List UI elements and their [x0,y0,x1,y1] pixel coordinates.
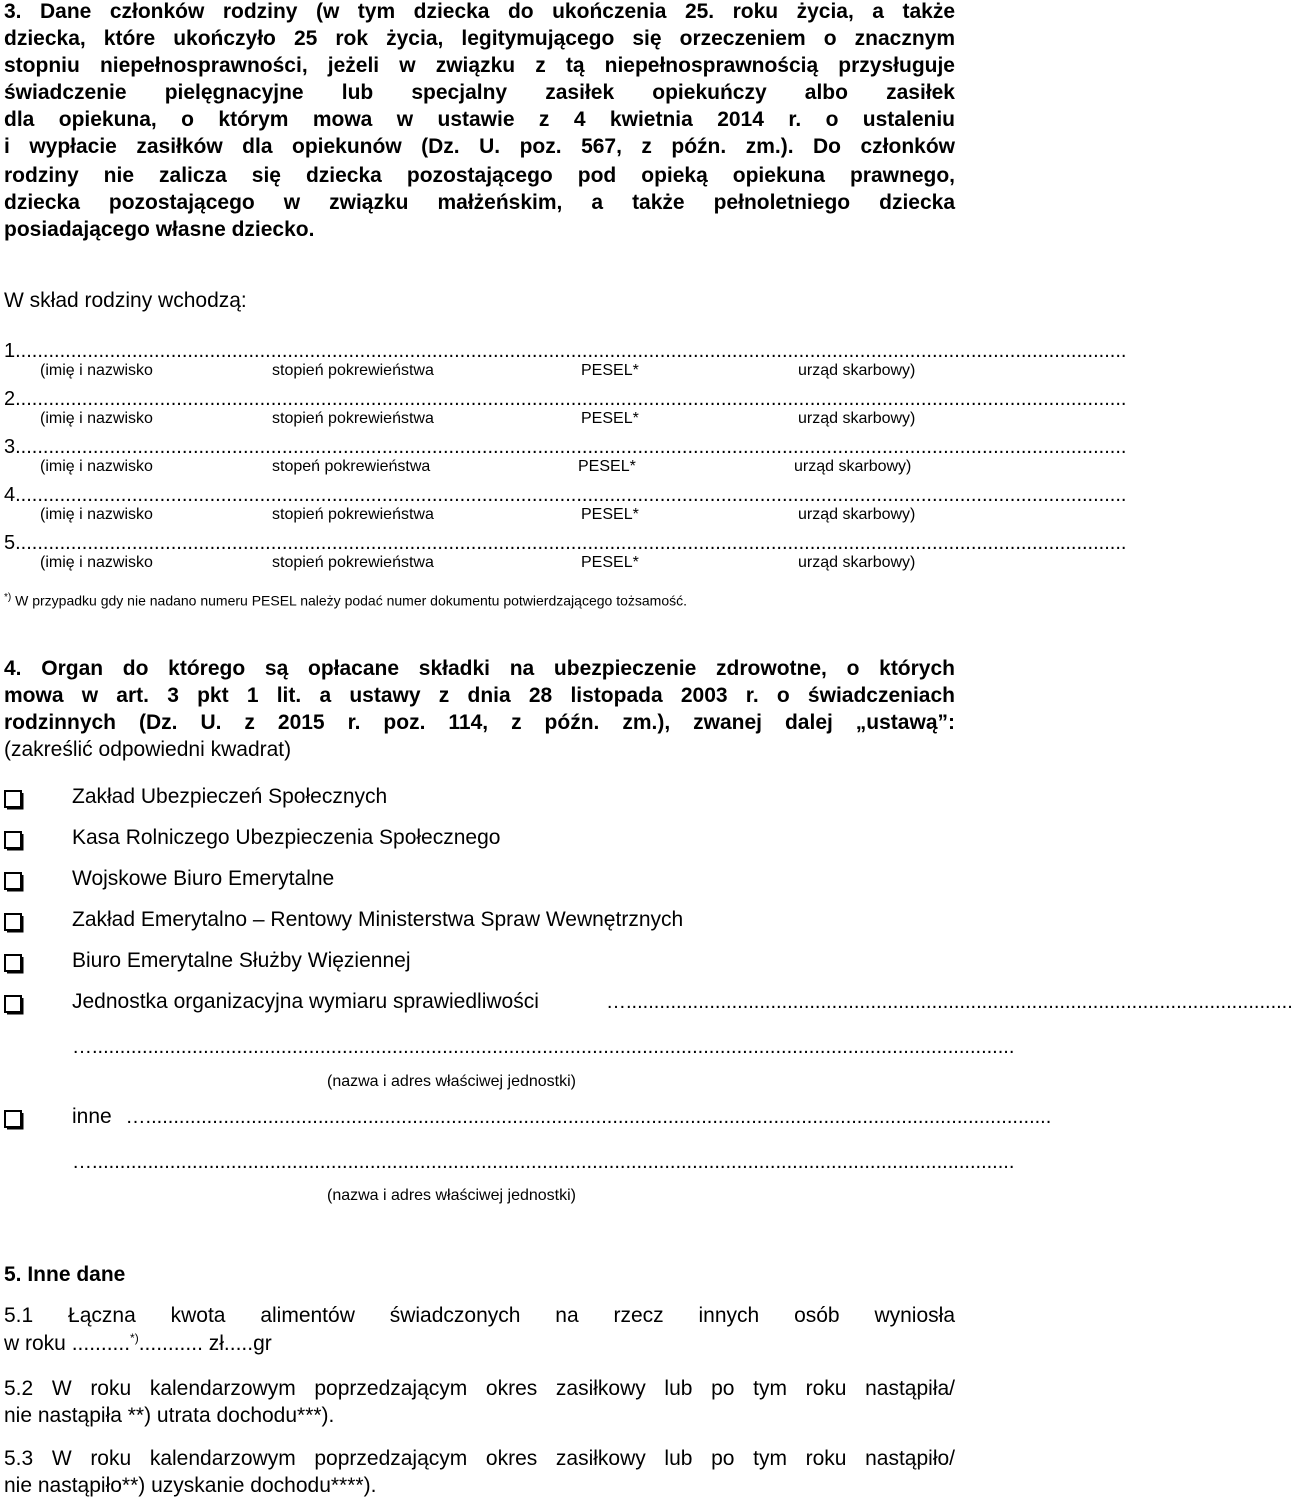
name-caption: (imię i nazwisko [40,506,153,523]
item-5-1-prefix: w roku [4,1332,72,1355]
checkbox-option[interactable] [4,913,24,933]
gr-field[interactable]: ..... [223,1332,254,1355]
other-label: inne [72,1105,112,1128]
section3-line: stopniu niepełnosprawności, jeżeli w związku z tą niepełnosprawnością przysługuje [4,54,955,77]
section5-heading: 5. Inne dane [4,1263,126,1286]
tax-office-caption: urząd skarbowy) [794,458,912,475]
other-option [72,1105,112,1129]
name-caption: (imię i nazwisko [40,554,153,571]
item-5-1-line1: 5.1 Łączna kwota alimentów świadczonych na rzecz innych osób wyniosła [4,1304,955,1327]
checkbox-option[interactable] [4,831,24,851]
pesel-caption: PESEL* [581,410,639,427]
row-number: 2 [4,388,16,410]
unit-caption: (nazwa i adres właściwej jednostki) [327,1073,576,1090]
row-dotted-line[interactable]: ........................................................................................................................................................................................................ [15,484,1127,506]
section3-line: i wypłacie zasiłków dla opiekunów (Dz. U. poz. 567, z późn. zm.). Do członków [4,135,955,158]
row-dotted-line[interactable]: ........................................................................................................................................................................................................ [15,388,1127,410]
tax-office-caption: urząd skarbowy) [798,506,916,523]
zl-field[interactable]: ........... [138,1332,203,1355]
checkbox-other[interactable] [4,1110,24,1130]
footnote-text: W przypadku gdy nie nadano numeru PESEL należy podać numer dokumentu potwierdzającego tożsamość. [15,592,687,609]
row-number: 1 [4,340,16,362]
family-heading: W skład rodziny wchodzą: [4,289,247,312]
name-caption: (imię i nazwisko [40,410,153,427]
checkbox-option[interactable] [4,790,24,810]
relation-caption: stopień pokrewieństwa [272,410,434,427]
relation-caption: stopień pokrewieństwa [272,506,434,523]
name-caption: (imię i nazwisko [40,362,153,379]
option-label: Biuro Emerytalne Służby Więziennej [72,949,411,972]
pesel-caption: PESEL* [578,458,636,475]
option-label: Zakład Ubezpieczeń Społecznych [72,785,388,808]
option-label: Wojskowe Biuro Emerytalne [72,867,335,890]
pesel-caption: PESEL* [581,554,639,571]
section3-line: świadczenie pielęgnacyjne lub specjalny zasiłek opiekuńczy albo zasiłek [4,81,955,104]
row-number: 5 [4,532,16,554]
checkbox-option[interactable] [4,872,24,892]
relation-caption: stopień pokrewieństwa [272,362,434,379]
zl-label: zł [202,1332,224,1355]
checkbox-option[interactable] [4,995,24,1015]
unit-name-line[interactable]: …...................................................................................................................................................................... [72,1036,1015,1058]
item-5-1-line2 [4,1331,272,1356]
relation-caption: stopeń pokrewieństwa [272,458,431,475]
tax-office-caption: urząd skarbowy) [798,410,916,427]
footnote-mark: *) [4,592,12,603]
section3-line: posiadającego własne dziecko. [4,218,315,241]
other-input-line-2[interactable]: …...................................................................................................................................................................... [72,1151,1015,1173]
tax-office-caption: urząd skarbowy) [798,554,916,571]
name-caption: (imię i nazwisko [40,458,153,475]
gr-label: gr [253,1332,272,1355]
option-label: Zakład Emerytalno – Rentowy Ministerstwa Spraw Wewnętrznych [72,908,684,931]
section4-instruction: (zakreślić odpowiedni kwadrat) [4,738,292,761]
pesel-caption: PESEL* [581,362,639,379]
other-input-line[interactable]: …................................................................................................................................................................... [120,1106,1052,1128]
row-dotted-line[interactable]: ........................................................................................................................................................................................................ [15,532,1127,554]
pesel-caption: PESEL* [581,506,639,523]
section4-line: mowa w art. 3 pkt 1 lit. a ustawy z dnia 28 listopada 2003 r. o świadczeniach [4,684,955,707]
row-number: 3 [4,436,16,458]
tax-office-caption: urząd skarbowy) [798,362,916,379]
option-label: Kasa Rolniczego Ubezpieczenia Społecznego [72,826,501,849]
year-field[interactable]: .......... [71,1332,131,1355]
other-caption: (nazwa i adres właściwej jednostki) [327,1187,576,1204]
item-5-1-mark: *) [130,1331,139,1345]
row-dotted-line[interactable]: ........................................................................................................................................................................................................ [15,436,1127,458]
item-5-3-line1: 5.3 W roku kalendarzowym poprzedzającym okres zasiłkowy lub po tym roku nastąpiło/ [4,1447,955,1470]
section4-line: 4. Organ do którego są opłacane składki na ubezpieczenie zdrowotne, o których [4,657,955,680]
footnote [4,592,687,609]
section3-line: rodziny nie zalicza się dziecka pozostającego pod opieką opiekuna prawnego, [4,164,955,187]
section3-line: dziecka, które ukończyło 25 rok życia, legitymującego się orzeczeniem o znacznym [4,27,955,50]
row-dotted-line[interactable]: ........................................................................................................................................................................................................ [15,340,1127,362]
section3-line: 3. Dane członków rodziny (w tym dziecka do ukończenia 25. roku życia, a także [4,0,955,23]
item-5-3-line2: nie nastąpiło**) uzyskanie dochodu****). [4,1474,377,1497]
section3-line: dla opiekuna, o którym mowa w ustawie z 4 kwietnia 2014 r. o ustaleniu [4,108,955,131]
item-5-2-line1: 5.2 W roku kalendarzowym poprzedzającym okres zasiłkowy lub po tym roku nastąpiła/ [4,1377,955,1400]
item-5-2-line2: nie nastąpiła **) utrata dochodu***). [4,1404,335,1427]
row-number: 4 [4,484,16,506]
option-label: Jednostka organizacyjna wymiaru sprawiedliwości [72,990,539,1013]
relation-caption: stopień pokrewieństwa [272,554,434,571]
unit-input-line[interactable]: …........................................................................................................................ [606,991,1293,1013]
checkbox-option[interactable] [4,954,24,974]
section4-line: rodzinnych (Dz. U. z 2015 r. poz. 114, z późn. zm.), zwanej dalej „ustawą”: [4,711,955,734]
section3-line: dziecka pozostającego w związku małżeńskim, a także pełnoletniego dziecka [4,191,955,214]
